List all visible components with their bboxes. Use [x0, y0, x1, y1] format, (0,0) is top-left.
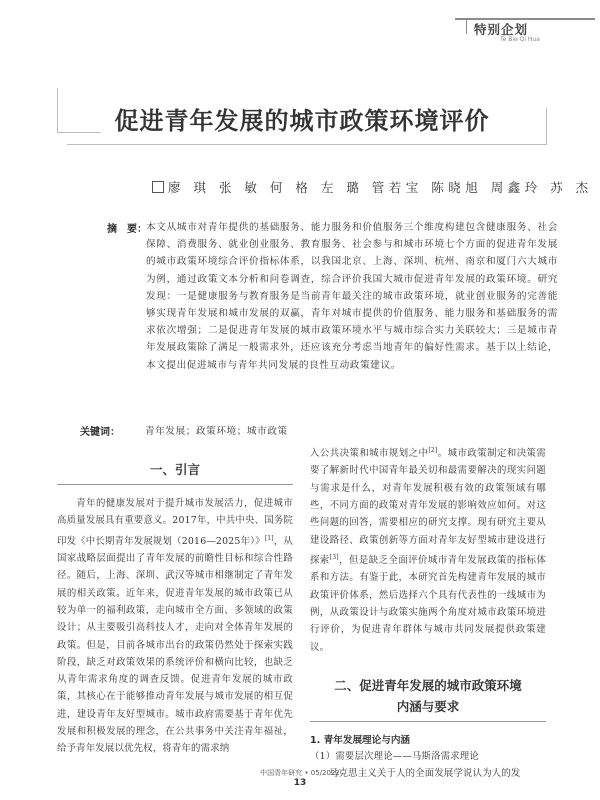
section-subtitle: Te Bie Qi Hua [500, 36, 540, 43]
square-icon [152, 181, 164, 193]
right-paragraph-1 [310, 442, 546, 656]
subsubsection-heading: （1）需要层次理论——马斯洛需求理论 [310, 750, 479, 762]
intro-paragraph [57, 495, 293, 758]
author-line [152, 178, 593, 196]
right-text-mid: 。城市政策制定和决策需要了解新时代中国青年最关切和最需要解决的现实问题与需求是什么，对青年发展积极有效的政策领域有哪些，不同方面的政策对青年发展的影响效应如何。对这些问题的回答，需要相应的研究支撑。现有研究主要从建设路径、政策创新等方面对青年友好型城市建设进行探索 [310, 448, 546, 567]
section1-heading: 一、引言 [149, 462, 200, 477]
citation-1: [1] [264, 534, 274, 542]
title-underline [67, 144, 547, 145]
journal-footer: 中国青年研究 • 05/2022 [260, 769, 340, 777]
intro-text-tail: ，从国家战略层面提出了青年发展的前瞻性目标和综合性路径。随后，上海、深圳、武汉等城市相继制定了青年发展的相关政策。近年来，促进青年发展的城市政策已从较为单一的福利政策，走向城市全方面、多领域的政策设计；从主要吸引高科技人才，走向对全体青年发展的政策。但是，目前各城市出台的政策仍然处于探索实践阶段，缺乏对政策效果的系统评价和横向比较，也缺乏从青年需求角度的调查反馈。促进青年发展的城市政策，其核心在于能够推动青年发展与城市发展的相互促进，建设青年友好型城市。城市政府需要基于青年优先发展和积极发展的理念，在公共事务中关注青年福祉，给予青年发展以优先权，将青年的需求纳 [57, 535, 293, 755]
abstract-label: 摘 要： [107, 224, 147, 235]
section2-rule [310, 721, 546, 722]
section2-heading-line2: 内涵与要求 [396, 698, 460, 714]
abstract-text: 本文从城市对青年提供的基础服务、能力服务和价值服务三个维度构建包含健康服务、社会保障、消费服务、就业创业服务、教育服务、社会参与和城市环境七个方面的促进青年发展的城市政策环境综合评价指标体系，以我国北京、上海、深圳、杭州、南京和厦门六大城市为例，通过政策文本分析和问卷调查，综合评价我国大城市促进青年发展的政策环境。研究发现：一是健康服务与教育服务是当前青年最关注的城市政策环境，就业创业服务的完善能够实现青年发展和城市发展的双赢，青年对城市提供的价值服务、能力服务和基础服务的需求依次增强；二是促进青年发展的城市政策环境水平与城市综合实力关联较大；三是城市青年发展政策除了满足一般需求外，还应该充分考虑当地青年的偏好性需求。基于以上结论，本文提出促进城市与青年共同发展的良性互动政策建议。 [146, 222, 558, 371]
keywords-label: 关键词： [80, 427, 120, 438]
right-text: 入公共决策和城市规划之中 [310, 448, 429, 460]
section-title: 特别企划 [474, 22, 529, 37]
citation-3: [3] [329, 553, 339, 561]
header-tick [466, 20, 467, 34]
keywords-text: 青年发展；政策环境；城市政策 [145, 426, 288, 437]
section2-heading-line1: 二、促进青年发展的城市政策环境 [334, 677, 522, 693]
page-number: 13 [293, 778, 307, 788]
intro-text: 青年的健康发展对于提升城市发展活力，促进城市高质量发展具有重要意义。2017年，中共中央、国务院印发《中长期青年发展规划（2016—2025年）》 [57, 498, 293, 547]
section1-rule [57, 484, 293, 485]
title-block [57, 88, 547, 152]
left-column [57, 460, 293, 758]
authors: 廖 琪 张 敏 何 格 左 璐 管若宝 陈晓旭 周鑫玲 苏 杰 [168, 180, 593, 195]
citation-2: [2] [428, 447, 438, 454]
right-text-end: ，但是缺乏全面评价城市青年发展政策的指标体系和方法。有鉴于此，本研究首先构建青年发展的城市政策评价体系，然后选择六个具有代表性的一线城市为例，从政策设计与政策实施两个角度对城市政策环境进行评价，为促进青年群体与城市共同发展提供政策建议。 [310, 555, 546, 653]
right-paragraph-2-text: 马克思主义关于人的全面发展学说认为人的发 [329, 768, 521, 780]
subsection-heading: 1. 青年发展理论与内涵 [310, 734, 411, 746]
article-title: 促进青年发展的城市政策环境评价 [114, 107, 490, 135]
right-column [310, 442, 546, 782]
